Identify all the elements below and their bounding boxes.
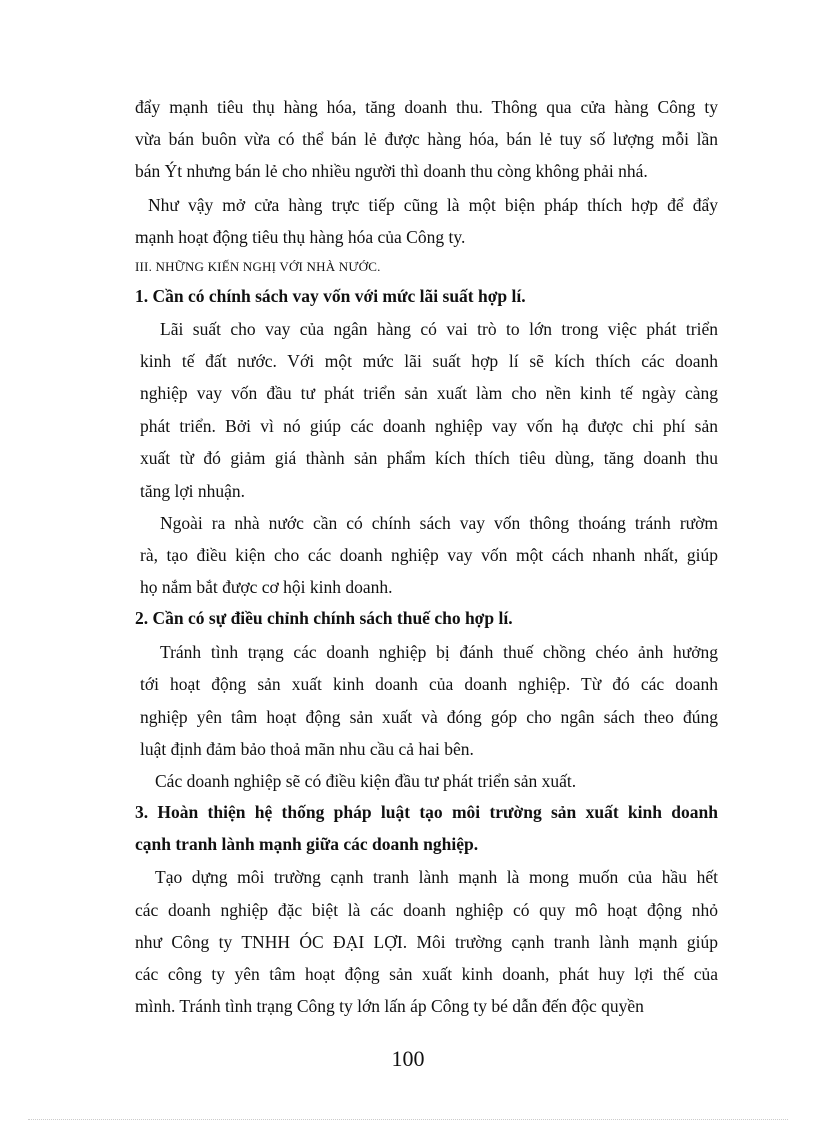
paragraph-line: kinh tế đất nước. Với một mức lãi suất hợp lí sẽ kích thích các doanh bbox=[140, 351, 718, 371]
paragraph-line: các công ty yên tâm hoạt động sản xuất kinh doanh, phát huy lợi thế của bbox=[135, 964, 718, 984]
subsection-heading: 1. Cần có chính sách vay vốn với mức lãi suất hợp lí. bbox=[135, 286, 526, 306]
paragraph-line: họ nắm bắt được cơ hội kinh doanh. bbox=[140, 577, 393, 597]
paragraph-line: Tránh tình trạng các doanh nghiệp bị đánh thuế chồng chéo ảnh hưởng bbox=[160, 642, 718, 662]
paragraph-line: đẩy mạnh tiêu thụ hàng hóa, tăng doanh thu. Thông qua cửa hàng Công ty bbox=[135, 97, 718, 117]
paragraph-line: nghiệp yên tâm hoạt động sản xuất và đóng góp cho ngân sách theo đúng bbox=[140, 707, 718, 727]
paragraph-line: rà, tạo điều kiện cho các doanh nghiệp vay vốn một cách nhanh nhất, giúp bbox=[140, 545, 718, 565]
page-bottom-divider bbox=[28, 1119, 788, 1120]
subsection-heading: 2. Cần có sự điều chỉnh chính sách thuế cho hợp lí. bbox=[135, 608, 513, 628]
paragraph-line: phát triển. Bởi vì nó giúp các doanh nghiệp vay vốn hạ được chi phí sản bbox=[140, 416, 718, 436]
paragraph-line: Như vậy mở cửa hàng trực tiếp cũng là một biện pháp thích hợp để đẩy bbox=[148, 195, 718, 215]
paragraph-line: mình. Tránh tình trạng Công ty lớn lấn áp Công ty bé dẫn đến độc quyền bbox=[135, 996, 644, 1016]
paragraph-line: mạnh hoạt động tiêu thụ hàng hóa của Công ty. bbox=[135, 227, 466, 247]
paragraph-line: vừa bán buôn vừa có thể bán lẻ được hàng hóa, bán lẻ tuy số lượng mỗi lần bbox=[135, 129, 718, 149]
paragraph-line: các doanh nghiệp đặc biệt là các doanh nghiệp có quy mô hoạt động nhỏ bbox=[135, 900, 718, 920]
paragraph-line: tăng lợi nhuận. bbox=[140, 481, 245, 501]
paragraph-line: xuất từ đó giảm giá thành sản phẩm kích thích tiêu dùng, tăng doanh thu bbox=[140, 448, 718, 468]
subsection-heading: cạnh tranh lành mạnh giữa các doanh nghiệp. bbox=[135, 834, 479, 854]
paragraph-line: nghiệp vay vốn đầu tư phát triển sản xuất làm cho nền kinh tế ngày càng bbox=[140, 383, 718, 403]
paragraph-line: bán Ýt nhưng bán lẻ cho nhiều người thì doanh thu còng không phải nhá. bbox=[135, 161, 648, 181]
paragraph-line: như Công ty TNHH ÓC ĐẠI LỢI. Môi trường cạnh tranh lành mạnh giúp bbox=[135, 932, 718, 952]
paragraph-line: luật định đảm bảo thoả mãn nhu cầu cả hai bên. bbox=[140, 739, 474, 759]
paragraph-line: tới hoạt động sản xuất kinh doanh của doanh nghiệp. Từ đó các doanh bbox=[140, 674, 718, 694]
page-number: 100 bbox=[391, 1046, 425, 1071]
paragraph-line: Tạo dựng môi trường cạnh tranh lành mạnh là mong muốn của hầu hết bbox=[155, 867, 718, 887]
section-heading: III. NHỮNG KIẾN NGHỊ VỚI NHÀ NƯỚC. bbox=[135, 259, 381, 274]
paragraph-line: Các doanh nghiệp sẽ có điều kiện đầu tư phát triển sản xuất. bbox=[155, 771, 577, 791]
paragraph-line: Lãi suất cho vay của ngân hàng có vai trò to lớn trong việc phát triển bbox=[160, 319, 718, 339]
subsection-heading: 3. Hoàn thiện hệ thống pháp luật tạo môi trường sản xuất kinh doanh bbox=[135, 802, 718, 822]
paragraph-line: Ngoài ra nhà nước cần có chính sách vay vốn thông thoáng tránh rườm bbox=[160, 513, 718, 533]
